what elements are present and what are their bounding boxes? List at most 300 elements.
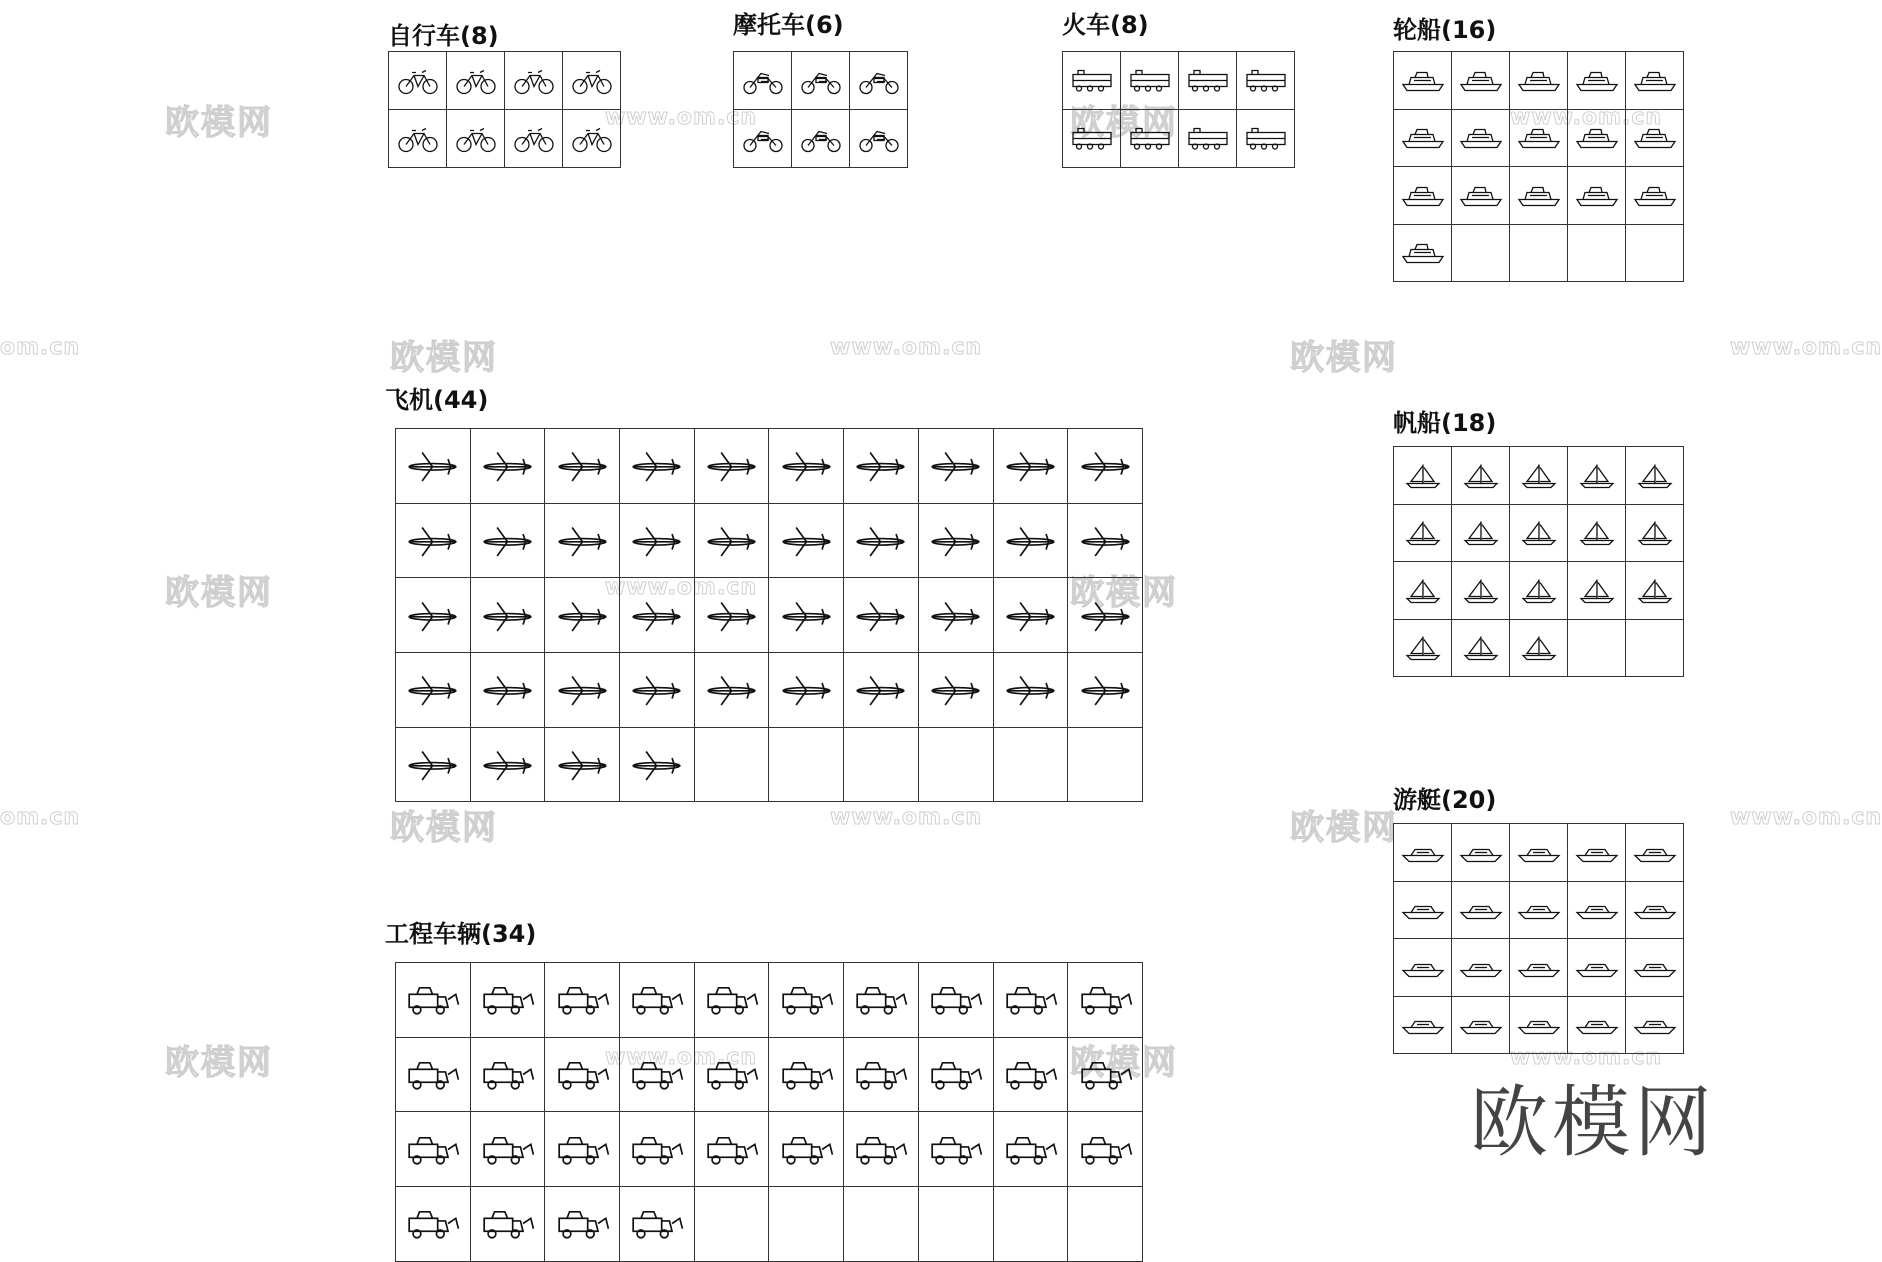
construction-vehicle-icon — [1002, 1054, 1059, 1095]
symbol-cell — [1626, 109, 1684, 167]
ship-icon — [1633, 122, 1677, 153]
empty-cell — [769, 1187, 844, 1262]
train-icon — [1128, 65, 1172, 96]
symbol-cell — [694, 1112, 769, 1187]
yacht-icon — [1517, 1009, 1561, 1040]
symbol-cell — [1394, 447, 1452, 505]
airplane-icon — [778, 669, 835, 710]
symbol-cell — [396, 1112, 471, 1187]
category-title: 帆船(18) — [1393, 409, 1497, 437]
symbol-cell — [1063, 52, 1121, 110]
symbol-grid — [1062, 51, 1295, 168]
ship-icon — [1401, 122, 1445, 153]
symbol-cell — [389, 110, 447, 168]
empty-cell — [993, 727, 1068, 802]
symbol-cell — [620, 503, 695, 578]
category-title: 自行车(8) — [388, 22, 499, 50]
construction-vehicle-icon — [927, 979, 984, 1020]
yacht-icon — [1633, 952, 1677, 983]
symbol-cell — [993, 1037, 1068, 1112]
airplane-icon — [703, 669, 760, 710]
symbol-cell — [694, 653, 769, 728]
sailboat-icon — [1401, 632, 1445, 663]
symbol-cell — [993, 578, 1068, 653]
symbol-cell — [1626, 447, 1684, 505]
symbol-cell — [1179, 52, 1237, 110]
sailboat-icon — [1575, 460, 1619, 491]
construction-vehicle-icon — [1002, 979, 1059, 1020]
construction-vehicle-icon — [554, 1129, 611, 1170]
construction-vehicle-icon — [404, 979, 461, 1020]
sailboat-icon — [1459, 575, 1503, 606]
construction-vehicle-icon — [628, 1203, 685, 1244]
symbol-cell — [620, 1187, 695, 1262]
yacht-icon — [1575, 1009, 1619, 1040]
construction-vehicle-icon — [927, 1129, 984, 1170]
train-icon — [1186, 123, 1230, 154]
symbol-cell — [545, 503, 620, 578]
watermark-logo: 欧模网 — [1470, 1078, 1717, 1168]
symbol-cell — [993, 1112, 1068, 1187]
symbol-cell — [505, 52, 563, 110]
category-title: 飞机(44) — [385, 386, 489, 414]
symbol-cell — [769, 429, 844, 504]
yacht-icon — [1575, 952, 1619, 983]
construction-vehicle-icon — [703, 1129, 760, 1170]
symbol-cell — [620, 578, 695, 653]
symbol-cell — [396, 1037, 471, 1112]
symbol-cell — [694, 578, 769, 653]
airplane-icon — [628, 520, 685, 561]
yacht-icon — [1401, 952, 1445, 983]
symbol-grid — [395, 962, 1143, 1262]
airplane-icon — [554, 595, 611, 636]
train-icon — [1244, 123, 1288, 154]
symbol-cell — [918, 963, 993, 1038]
symbol-cell — [396, 1187, 471, 1262]
symbol-cell — [545, 1037, 620, 1112]
symbol-cell — [844, 963, 919, 1038]
symbol-cell — [918, 1112, 993, 1187]
symbol-cell — [769, 1037, 844, 1112]
symbol-cell — [470, 1187, 545, 1262]
symbol-cell — [993, 429, 1068, 504]
bicycle-icon — [396, 123, 440, 154]
watermark-url: www.om.cn — [605, 105, 758, 130]
symbol-cell — [1626, 562, 1684, 620]
yacht-icon — [1633, 1009, 1677, 1040]
symbol-cell — [1452, 881, 1510, 939]
symbol-cell — [792, 52, 850, 110]
motorcycle-icon — [741, 123, 785, 154]
symbol-cell — [545, 963, 620, 1038]
construction-vehicle-icon — [628, 1054, 685, 1095]
symbol-cell — [1568, 109, 1626, 167]
symbol-cell — [734, 110, 792, 168]
sailboat-icon — [1633, 575, 1677, 606]
watermark-url: om.cn — [0, 335, 81, 360]
symbol-cell — [1394, 996, 1452, 1054]
ship-icon — [1401, 180, 1445, 211]
airplane-icon — [479, 744, 536, 785]
symbol-cell — [447, 110, 505, 168]
train-icon — [1070, 123, 1114, 154]
airplane-icon — [1077, 445, 1134, 486]
airplane-icon — [404, 520, 461, 561]
symbol-cell — [396, 653, 471, 728]
sailboat-icon — [1633, 517, 1677, 548]
symbol-cell — [470, 429, 545, 504]
empty-cell — [1626, 224, 1684, 282]
airplane-icon — [1002, 445, 1059, 486]
symbol-cell — [1568, 167, 1626, 225]
ship-icon — [1401, 237, 1445, 268]
airplane-icon — [927, 520, 984, 561]
train-icon — [1128, 123, 1172, 154]
airplane-icon — [1002, 520, 1059, 561]
symbol-cell — [1510, 167, 1568, 225]
symbol-cell — [1394, 939, 1452, 997]
sailboat-icon — [1401, 517, 1445, 548]
empty-cell — [918, 1187, 993, 1262]
symbol-cell — [545, 578, 620, 653]
airplane-icon — [927, 595, 984, 636]
category-title: 轮船(16) — [1393, 16, 1497, 44]
bicycle-icon — [570, 123, 614, 154]
symbol-cell — [1568, 996, 1626, 1054]
symbol-cell — [1568, 447, 1626, 505]
bicycle-icon — [512, 65, 556, 96]
symbol-grid — [1393, 51, 1684, 282]
empty-cell — [769, 727, 844, 802]
empty-cell — [918, 727, 993, 802]
symbol-cell — [1237, 52, 1295, 110]
airplane-icon — [628, 445, 685, 486]
airplane-icon — [1077, 595, 1134, 636]
symbol-cell — [918, 429, 993, 504]
symbol-cell — [620, 653, 695, 728]
bicycle-icon — [454, 123, 498, 154]
sailboat-icon — [1459, 517, 1503, 548]
symbol-cell — [1626, 881, 1684, 939]
symbol-cell — [396, 429, 471, 504]
airplane-icon — [852, 595, 909, 636]
symbol-cell — [1063, 110, 1121, 168]
symbol-cell — [1510, 52, 1568, 110]
symbol-cell — [844, 653, 919, 728]
ship-icon — [1517, 180, 1561, 211]
symbol-cell — [1510, 996, 1568, 1054]
symbol-cell — [1179, 110, 1237, 168]
empty-cell — [694, 727, 769, 802]
symbol-cell — [993, 503, 1068, 578]
construction-vehicle-icon — [1002, 1129, 1059, 1170]
symbol-grid — [1393, 823, 1684, 1054]
symbol-cell — [1626, 504, 1684, 562]
watermark-url: www.om.cn — [1510, 105, 1663, 130]
empty-cell — [1626, 619, 1684, 677]
sailboat-icon — [1401, 460, 1445, 491]
symbol-cell — [1510, 504, 1568, 562]
motorcycle-icon — [857, 123, 901, 154]
symbol-cell — [850, 110, 908, 168]
symbol-cell — [1452, 939, 1510, 997]
yacht-icon — [1401, 894, 1445, 925]
symbol-cell — [1068, 963, 1143, 1038]
symbol-cell — [850, 52, 908, 110]
symbol-cell — [1510, 562, 1568, 620]
symbol-cell — [620, 429, 695, 504]
watermark-url: www.om.cn — [1730, 335, 1882, 360]
construction-vehicle-icon — [703, 979, 760, 1020]
symbol-grid — [388, 51, 621, 168]
yacht-icon — [1517, 952, 1561, 983]
symbol-cell — [1510, 881, 1568, 939]
symbol-cell — [1568, 52, 1626, 110]
sailboat-icon — [1517, 460, 1561, 491]
symbol-cell — [563, 110, 621, 168]
empty-cell — [844, 1187, 919, 1262]
airplane-icon — [479, 595, 536, 636]
ship-icon — [1575, 65, 1619, 96]
symbol-cell — [1394, 504, 1452, 562]
construction-vehicle-icon — [778, 1054, 835, 1095]
symbol-cell — [545, 1187, 620, 1262]
symbol-cell — [470, 1112, 545, 1187]
symbol-cell — [769, 1112, 844, 1187]
empty-cell — [844, 727, 919, 802]
sailboat-icon — [1401, 575, 1445, 606]
airplane-icon — [852, 520, 909, 561]
sailboat-icon — [1517, 575, 1561, 606]
construction-vehicle-icon — [1077, 1054, 1134, 1095]
symbol-cell — [694, 1037, 769, 1112]
category-title: 摩托车(6) — [733, 11, 844, 39]
construction-vehicle-icon — [479, 1129, 536, 1170]
train-icon — [1070, 65, 1114, 96]
symbol-cell — [470, 578, 545, 653]
symbol-cell — [620, 727, 695, 802]
watermark-brand: 欧模网 — [1290, 808, 1398, 848]
watermark-brand: 欧模网 — [165, 103, 273, 143]
construction-vehicle-icon — [852, 1054, 909, 1095]
symbol-cell — [396, 963, 471, 1038]
ship-icon — [1575, 180, 1619, 211]
symbol-cell — [620, 1037, 695, 1112]
symbol-cell — [470, 503, 545, 578]
airplane-icon — [1077, 520, 1134, 561]
airplane-icon — [628, 595, 685, 636]
symbol-cell — [694, 503, 769, 578]
airplane-icon — [852, 445, 909, 486]
construction-vehicle-icon — [404, 1129, 461, 1170]
symbol-cell — [844, 578, 919, 653]
empty-cell — [1068, 727, 1143, 802]
construction-vehicle-icon — [703, 1054, 760, 1095]
airplane-icon — [628, 744, 685, 785]
symbol-cell — [844, 1037, 919, 1112]
symbol-cell — [769, 653, 844, 728]
symbol-cell — [1510, 824, 1568, 882]
bicycle-icon — [396, 65, 440, 96]
symbol-cell — [1568, 824, 1626, 882]
symbol-cell — [470, 727, 545, 802]
symbol-cell — [694, 963, 769, 1038]
airplane-icon — [404, 669, 461, 710]
bicycle-icon — [454, 65, 498, 96]
symbol-grid — [395, 428, 1143, 802]
symbol-cell — [1452, 52, 1510, 110]
sailboat-icon — [1517, 517, 1561, 548]
symbol-grid — [733, 51, 908, 168]
construction-vehicle-icon — [778, 979, 835, 1020]
symbol-cell — [993, 653, 1068, 728]
symbol-cell — [1237, 110, 1295, 168]
symbol-cell — [1068, 429, 1143, 504]
sailboat-icon — [1575, 575, 1619, 606]
symbol-cell — [1068, 578, 1143, 653]
symbol-cell — [1568, 939, 1626, 997]
symbol-cell — [563, 52, 621, 110]
symbol-cell — [545, 727, 620, 802]
ship-icon — [1459, 180, 1503, 211]
symbol-cell — [1626, 939, 1684, 997]
airplane-icon — [554, 520, 611, 561]
sailboat-icon — [1517, 632, 1561, 663]
watermark-brand: 欧模网 — [390, 338, 498, 378]
yacht-icon — [1459, 1009, 1503, 1040]
yacht-icon — [1575, 837, 1619, 868]
airplane-icon — [703, 595, 760, 636]
construction-vehicle-icon — [852, 979, 909, 1020]
watermark-brand: 欧模网 — [165, 1043, 273, 1083]
symbol-cell — [505, 110, 563, 168]
yacht-icon — [1459, 894, 1503, 925]
airplane-icon — [852, 669, 909, 710]
empty-cell — [1510, 224, 1568, 282]
empty-cell — [1568, 224, 1626, 282]
construction-vehicle-icon — [479, 979, 536, 1020]
empty-cell — [993, 1187, 1068, 1262]
construction-vehicle-icon — [554, 1054, 611, 1095]
construction-vehicle-icon — [404, 1054, 461, 1095]
symbol-cell — [396, 727, 471, 802]
airplane-icon — [479, 445, 536, 486]
symbol-cell — [1068, 503, 1143, 578]
symbol-cell — [993, 963, 1068, 1038]
ship-icon — [1575, 122, 1619, 153]
empty-cell — [694, 1187, 769, 1262]
bicycle-icon — [512, 123, 556, 154]
symbol-cell — [1394, 52, 1452, 110]
symbol-cell — [396, 503, 471, 578]
airplane-icon — [1002, 595, 1059, 636]
symbol-cell — [694, 429, 769, 504]
symbol-cell — [1626, 824, 1684, 882]
motorcycle-icon — [799, 65, 843, 96]
construction-vehicle-icon — [404, 1203, 461, 1244]
yacht-icon — [1633, 894, 1677, 925]
airplane-icon — [404, 445, 461, 486]
airplane-icon — [927, 669, 984, 710]
symbol-cell — [1068, 1037, 1143, 1112]
airplane-icon — [778, 445, 835, 486]
empty-cell — [1452, 224, 1510, 282]
watermark-url: www.om.cn — [605, 1045, 758, 1070]
motorcycle-icon — [857, 65, 901, 96]
empty-cell — [1568, 619, 1626, 677]
symbol-cell — [1568, 562, 1626, 620]
symbol-cell — [1568, 881, 1626, 939]
construction-vehicle-icon — [927, 1054, 984, 1095]
yacht-icon — [1401, 837, 1445, 868]
construction-vehicle-icon — [778, 1129, 835, 1170]
ship-icon — [1459, 122, 1503, 153]
symbol-cell — [1394, 881, 1452, 939]
sailboat-icon — [1459, 632, 1503, 663]
symbol-cell — [1452, 109, 1510, 167]
airplane-icon — [554, 744, 611, 785]
airplane-icon — [479, 669, 536, 710]
symbol-cell — [1394, 224, 1452, 282]
airplane-icon — [404, 595, 461, 636]
construction-vehicle-icon — [479, 1203, 536, 1244]
symbol-cell — [734, 52, 792, 110]
symbol-cell — [396, 578, 471, 653]
airplane-icon — [1002, 669, 1059, 710]
symbol-cell — [1121, 52, 1179, 110]
symbol-cell — [918, 1037, 993, 1112]
symbol-cell — [545, 653, 620, 728]
symbol-cell — [620, 1112, 695, 1187]
symbol-cell — [1394, 824, 1452, 882]
train-icon — [1244, 65, 1288, 96]
symbol-cell — [545, 429, 620, 504]
airplane-icon — [404, 744, 461, 785]
yacht-icon — [1517, 894, 1561, 925]
construction-vehicle-icon — [628, 1129, 685, 1170]
symbol-cell — [1394, 167, 1452, 225]
ship-icon — [1517, 65, 1561, 96]
ship-icon — [1517, 122, 1561, 153]
airplane-icon — [703, 520, 760, 561]
watermark-brand: 欧模网 — [1070, 573, 1178, 613]
symbol-cell — [470, 1037, 545, 1112]
sailboat-icon — [1633, 460, 1677, 491]
symbol-cell — [1568, 504, 1626, 562]
motorcycle-icon — [799, 123, 843, 154]
category-title: 工程车辆(34) — [385, 920, 537, 948]
symbol-cell — [1510, 109, 1568, 167]
symbol-cell — [1452, 996, 1510, 1054]
airplane-icon — [778, 595, 835, 636]
construction-vehicle-icon — [554, 1203, 611, 1244]
yacht-icon — [1459, 952, 1503, 983]
watermark-url: www.om.cn — [1510, 1045, 1663, 1070]
watermark-url: www.om.cn — [1730, 805, 1882, 830]
symbol-cell — [1394, 109, 1452, 167]
symbol-cell — [1510, 939, 1568, 997]
ship-icon — [1459, 65, 1503, 96]
symbol-cell — [1068, 653, 1143, 728]
symbol-cell — [1626, 52, 1684, 110]
bicycle-icon — [570, 65, 614, 96]
symbol-cell — [918, 503, 993, 578]
symbol-cell — [447, 52, 505, 110]
construction-vehicle-icon — [628, 979, 685, 1020]
symbol-cell — [769, 503, 844, 578]
symbol-cell — [844, 429, 919, 504]
